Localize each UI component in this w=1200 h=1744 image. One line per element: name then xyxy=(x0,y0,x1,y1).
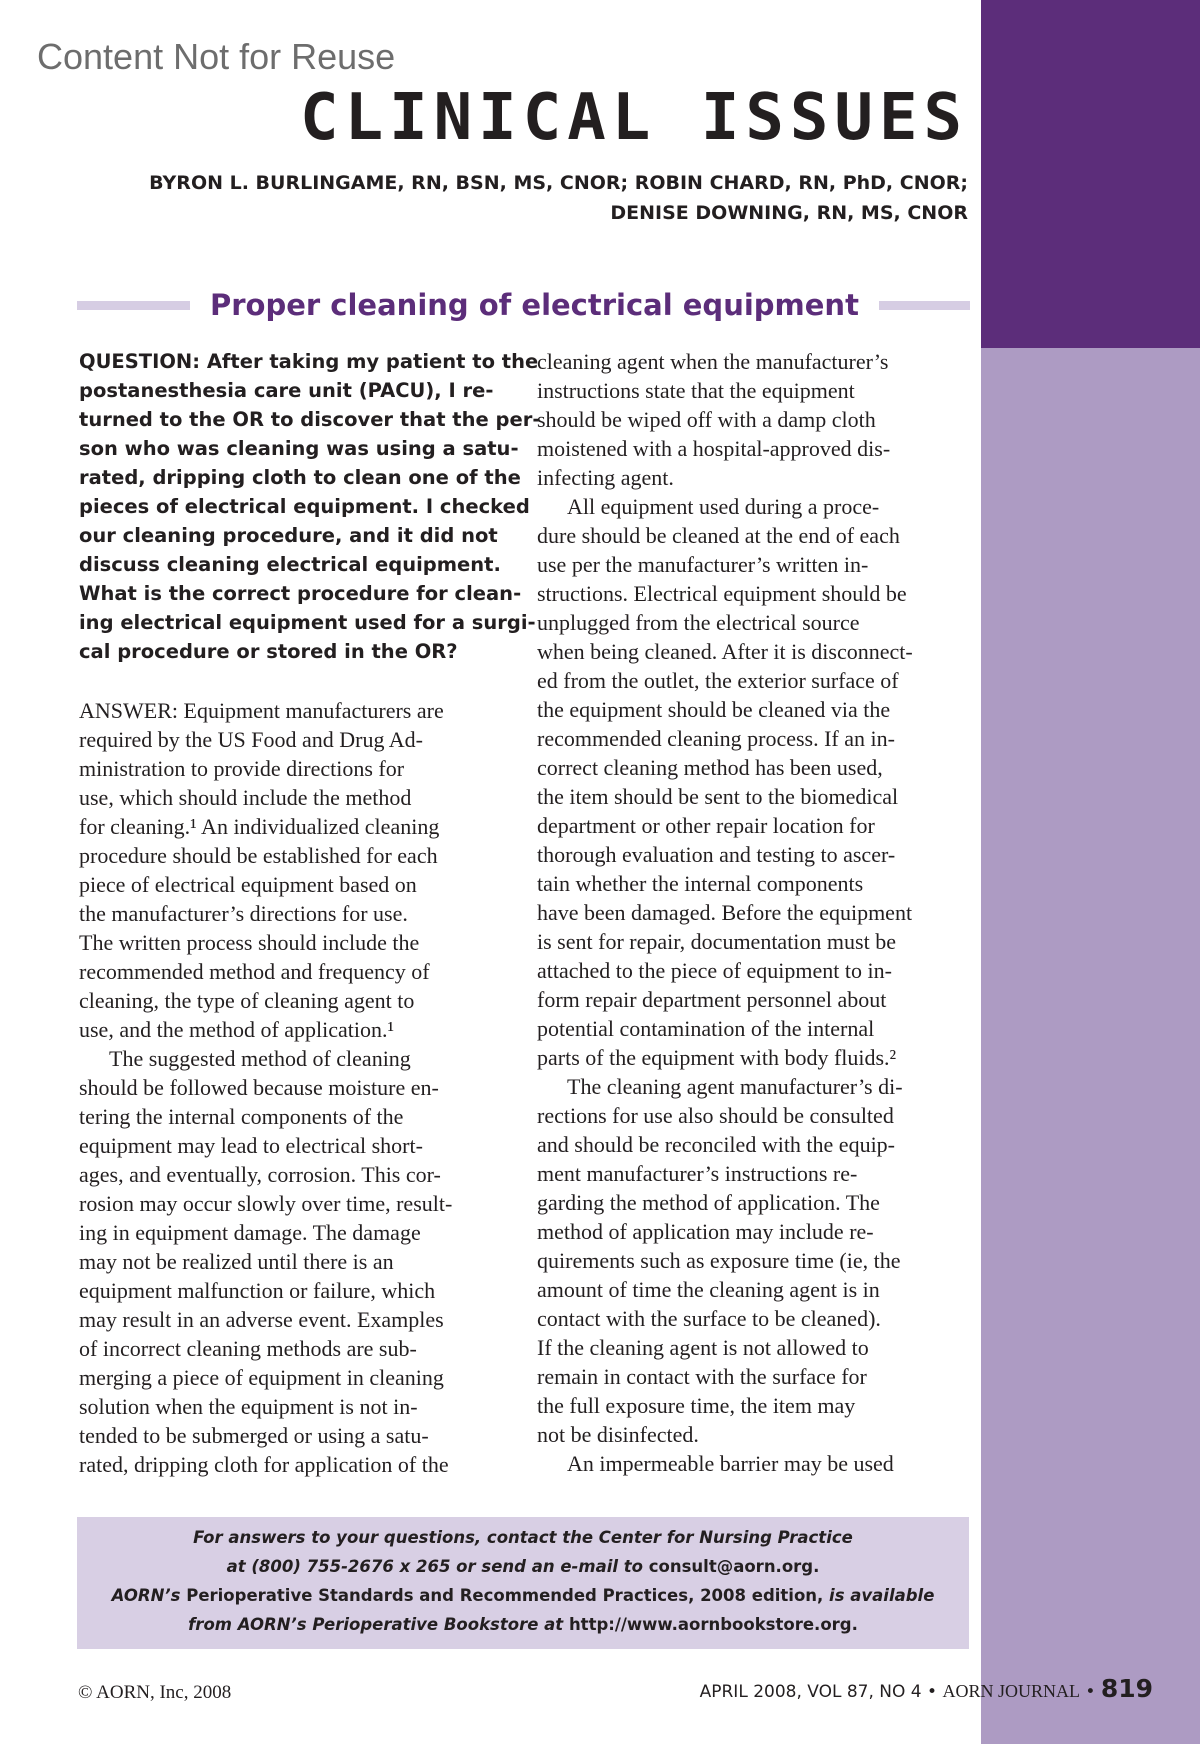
text-line: postanesthesia care unit (PACU), I re- xyxy=(79,379,494,402)
text-line: tering the internal components of the xyxy=(79,1104,404,1129)
text-line: form repair department personnel about xyxy=(537,987,887,1012)
text-line: may result in an adverse event. Examples xyxy=(79,1307,444,1332)
answer-paragraph xyxy=(79,696,519,1044)
text-line: cleaning agent when the manufacturer’s xyxy=(537,349,889,374)
separator: • xyxy=(1079,1682,1101,1702)
text-line: the item should be sent to the biomedical xyxy=(537,784,899,809)
text-line: for cleaning.¹ An individualized cleaning xyxy=(79,814,440,839)
sidebar-band-dark xyxy=(981,0,1200,348)
text-line: unplugged from the electrical source xyxy=(537,610,860,635)
text-line: moistened with a hospital-approved dis- xyxy=(537,436,891,461)
text-line: solution when the equipment is not in- xyxy=(79,1394,418,1419)
text-line: should be wiped off with a damp cloth xyxy=(537,407,876,432)
text-line: potential contamination of the internal xyxy=(537,1016,875,1041)
text-line: method of application may include re- xyxy=(537,1219,874,1244)
text-line: piece of electrical equipment based on xyxy=(79,872,417,897)
text-line: ment manufacturer’s instructions re- xyxy=(537,1161,858,1186)
text-line: the full exposure time, the item may xyxy=(537,1393,856,1418)
copyright: © AORN, Inc, 2008 xyxy=(78,1682,232,1703)
article-title: Proper cleaning of electrical equipment xyxy=(190,281,879,329)
body-paragraph xyxy=(537,1449,977,1478)
text-line: procedure should be established for each xyxy=(79,843,438,868)
text-line: equipment may lead to electrical short- xyxy=(79,1133,423,1158)
text-line: contact with the surface to be cleaned). xyxy=(537,1306,881,1331)
text-line: ing electrical equipment used for a surgi- xyxy=(79,611,536,634)
text-line: our cleaning procedure, and it did not xyxy=(79,524,498,547)
text-line: tain whether the internal components xyxy=(537,871,864,896)
text-line: correct cleaning method has been used, xyxy=(537,755,883,780)
body-paragraph xyxy=(537,492,977,1072)
body-paragraph xyxy=(79,1044,519,1479)
text-line: If the cleaning agent is not allowed to xyxy=(537,1335,869,1360)
text-line: the manufacturer’s directions for use. xyxy=(79,901,408,926)
info-line: For answers to your questions, contact the Center for Nursing Practice xyxy=(193,1528,853,1547)
text-line: The suggested method of cleaning xyxy=(109,1046,411,1071)
text-line: infecting agent. xyxy=(537,465,674,490)
text-line: ministration to provide directions for xyxy=(79,756,405,781)
text-line: required by the US Food and Drug Ad- xyxy=(79,727,424,752)
info-text: from AORN’s Perioperative Bookstore at xyxy=(188,1615,569,1634)
text-line: All equipment used during a proce- xyxy=(567,494,880,519)
text-line: equipment malfunction or failure, which xyxy=(79,1278,436,1303)
text-line: pieces of electrical equipment. I checked xyxy=(79,495,530,518)
text-line: tended to be submerged or using a satu- xyxy=(79,1423,429,1448)
text-line: of incorrect cleaning methods are sub- xyxy=(79,1336,417,1361)
issue-info xyxy=(700,1674,1153,1703)
text-line: thorough evaluation and testing to ascer- xyxy=(537,842,896,867)
text-line: An impermeable barrier may be used xyxy=(567,1451,894,1476)
text-line: What is the correct procedure for clean- xyxy=(79,582,522,605)
question-paragraph xyxy=(79,347,541,666)
text-line: amount of time the cleaning agent is in xyxy=(537,1277,880,1302)
contact-email-link[interactable]: consult@aorn.org. xyxy=(648,1557,820,1576)
text-line: son who was cleaning was using a satu- xyxy=(79,437,519,460)
text-line: The written process should include the xyxy=(79,930,420,955)
text-line: recommended method and frequency of xyxy=(79,959,430,984)
byline-line: DENISE DOWNING, RN, MS, CNOR xyxy=(610,202,968,224)
contact-info-box xyxy=(77,1517,969,1649)
text-line: ages, and eventually, corrosion. This cor- xyxy=(79,1162,441,1187)
text-line: may not be realized until there is an xyxy=(79,1249,394,1274)
text-line: rosion may occur slowly over time, result- xyxy=(79,1191,453,1216)
book-title: Perioperative Standards and Recommended Practices, 2008 edition, xyxy=(180,1586,830,1605)
text-line: when being cleaned. After it is disconnect- xyxy=(537,639,913,664)
text-line: recommended cleaning process. If an in- xyxy=(537,726,895,751)
info-text: is available xyxy=(829,1586,935,1605)
text-line: cal procedure or stored in the OR? xyxy=(79,640,458,663)
text-line: quirements such as exposure time (ie, the xyxy=(537,1248,901,1273)
text-line: garding the method of application. The xyxy=(537,1190,880,1215)
text-line: rated, dripping cloth for application of the xyxy=(79,1452,449,1477)
text-line: merging a piece of equipment in cleaning xyxy=(79,1365,444,1390)
info-text: at (800) 755-2676 x 265 or send an e-mail to xyxy=(226,1557,649,1576)
text-line: department or other repair location for xyxy=(537,813,875,838)
text-line: rated, dripping cloth to clean one of the xyxy=(79,466,521,489)
body-paragraph xyxy=(537,347,977,492)
watermark: Content Not for Reuse xyxy=(37,36,396,77)
text-line: attached to the piece of equipment to in- xyxy=(537,958,892,983)
text-line: parts of the equipment with body fluids.² xyxy=(537,1045,897,1070)
text-line: remain in contact with the surface for xyxy=(537,1364,867,1389)
author-byline xyxy=(148,168,968,228)
text-line: should be followed because moisture en- xyxy=(79,1075,439,1100)
text-line: discuss cleaning electrical equipment. xyxy=(79,553,501,576)
info-line xyxy=(77,1552,969,1581)
text-line: turned to the OR to discover that the per- xyxy=(79,408,541,431)
section-title: CLINICAL ISSUES xyxy=(300,81,968,155)
text-line: The cleaning agent manufacturer’s di- xyxy=(567,1074,903,1099)
text-line: and should be reconciled with the equip- xyxy=(537,1132,896,1157)
text-line: cleaning, the type of cleaning agent to xyxy=(79,988,415,1013)
text-line: the equipment should be cleaned via the xyxy=(537,697,891,722)
text-line: dure should be cleaned at the end of each xyxy=(537,523,900,548)
text-line: use per the manufacturer’s written in- xyxy=(537,552,869,577)
info-text: AORN’s xyxy=(111,1586,181,1605)
sidebar-band-light xyxy=(981,348,1200,1744)
text-line: QUESTION: After taking my patient to the xyxy=(79,350,539,373)
text-line: use, and the method of application.¹ xyxy=(79,1017,395,1042)
text-line: structions. Electrical equipment should be xyxy=(537,581,907,606)
text-line: not be disinfected. xyxy=(537,1422,699,1447)
text-line: ANSWER: Equipment manufacturers are xyxy=(79,698,444,723)
text-column-right xyxy=(537,347,977,1478)
text-line: ed from the outlet, the exterior surface of xyxy=(537,668,899,693)
text-column-left xyxy=(79,347,541,1479)
text-line: instructions state that the equipment xyxy=(537,378,855,403)
byline-line: BYRON L. BURLINGAME, RN, BSN, MS, CNOR; ROBIN CHARD, RN, PhD, CNOR; xyxy=(149,172,968,194)
text-line: have been damaged. Before the equipment xyxy=(537,900,913,925)
paragraph-gap xyxy=(79,666,519,696)
page-number: 819 xyxy=(1100,1674,1153,1703)
info-line xyxy=(77,1581,969,1610)
text-line: rections for use also should be consulted xyxy=(537,1103,894,1128)
info-line xyxy=(77,1610,969,1639)
text-line: ing in equipment damage. The damage xyxy=(79,1220,421,1245)
bookstore-link[interactable]: http://www.aornbookstore.org. xyxy=(568,1615,858,1634)
text-line: use, which should include the method xyxy=(79,785,412,810)
text-line: is sent for repair, documentation must be xyxy=(537,929,896,954)
issue-date: APRIL 2008, VOL 87, NO 4 • xyxy=(699,1682,943,1702)
journal-name: AORN JOURNAL xyxy=(942,1681,1080,1701)
body-paragraph xyxy=(537,1072,977,1449)
